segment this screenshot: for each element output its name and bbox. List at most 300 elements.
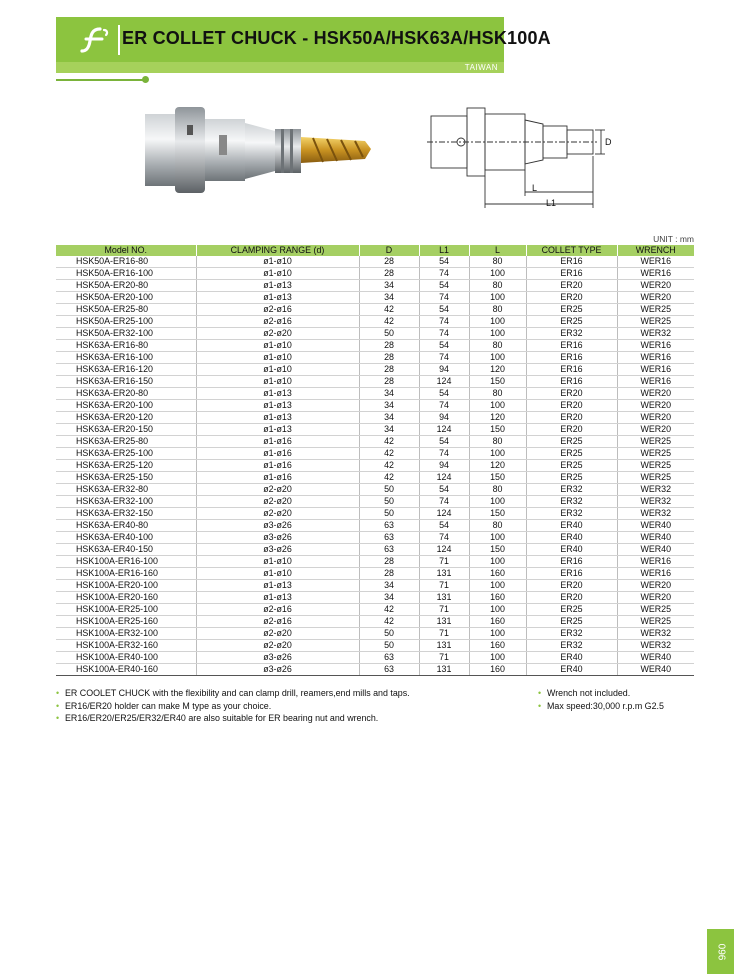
cell-d: 28 bbox=[359, 352, 419, 364]
cell-wrench: WER40 bbox=[617, 532, 694, 544]
cell-l: 160 bbox=[469, 616, 526, 628]
cell-model: HSK63A-ER25-120 bbox=[56, 460, 196, 472]
cell-l1: 94 bbox=[419, 364, 469, 376]
cell-l: 80 bbox=[469, 436, 526, 448]
cell-model: HSK63A-ER40-80 bbox=[56, 520, 196, 532]
cell-model: HSK63A-ER16-120 bbox=[56, 364, 196, 376]
cell-clamping-range: ø1-ø10 bbox=[196, 364, 359, 376]
header-dot bbox=[142, 76, 149, 83]
cell-wrench: WER32 bbox=[617, 508, 694, 520]
technical-drawing bbox=[425, 100, 625, 215]
page-number-tab bbox=[707, 929, 734, 974]
cell-l1: 74 bbox=[419, 448, 469, 460]
cell-l1: 74 bbox=[419, 292, 469, 304]
notes-left bbox=[56, 687, 526, 725]
header-subtitle: TAIWAN bbox=[464, 63, 498, 72]
header-separator bbox=[118, 25, 120, 55]
cell-l: 150 bbox=[469, 376, 526, 388]
cell-clamping-range: ø1-ø13 bbox=[196, 292, 359, 304]
cell-d: 50 bbox=[359, 496, 419, 508]
cell-d: 28 bbox=[359, 268, 419, 280]
cell-collet-type: ER16 bbox=[526, 376, 617, 388]
table-row bbox=[56, 280, 694, 292]
table-row bbox=[56, 484, 694, 496]
table-row bbox=[56, 268, 694, 280]
cell-model: HSK63A-ER20-120 bbox=[56, 412, 196, 424]
cell-d: 42 bbox=[359, 472, 419, 484]
cell-clamping-range: ø1-ø10 bbox=[196, 268, 359, 280]
cell-wrench: WER25 bbox=[617, 472, 694, 484]
cell-model: HSK100A-ER20-100 bbox=[56, 580, 196, 592]
cell-wrench: WER16 bbox=[617, 352, 694, 364]
cell-wrench: WER20 bbox=[617, 412, 694, 424]
cell-collet-type: ER20 bbox=[526, 424, 617, 436]
cell-model: HSK100A-ER25-160 bbox=[56, 616, 196, 628]
brand-logo-icon bbox=[76, 25, 114, 55]
cell-l1: 74 bbox=[419, 328, 469, 340]
cell-d: 42 bbox=[359, 304, 419, 316]
cell-l1: 74 bbox=[419, 316, 469, 328]
column-header-l: L bbox=[469, 245, 526, 256]
cell-clamping-range: ø2-ø20 bbox=[196, 328, 359, 340]
unit-label: UNIT : mm bbox=[653, 234, 694, 244]
column-header-l1: L1 bbox=[419, 245, 469, 256]
cell-wrench: WER25 bbox=[617, 448, 694, 460]
cell-wrench: WER32 bbox=[617, 496, 694, 508]
cell-l1: 131 bbox=[419, 616, 469, 628]
cell-wrench: WER16 bbox=[617, 376, 694, 388]
cell-wrench: WER20 bbox=[617, 388, 694, 400]
column-header-wrench: WRENCH bbox=[617, 245, 694, 256]
cell-clamping-range: ø1-ø16 bbox=[196, 460, 359, 472]
cell-d: 50 bbox=[359, 328, 419, 340]
table-row bbox=[56, 652, 694, 664]
cell-collet-type: ER20 bbox=[526, 580, 617, 592]
spec-table bbox=[56, 245, 694, 676]
cell-model: HSK63A-ER32-80 bbox=[56, 484, 196, 496]
cell-collet-type: ER16 bbox=[526, 556, 617, 568]
cell-collet-type: ER20 bbox=[526, 388, 617, 400]
cell-l: 80 bbox=[469, 388, 526, 400]
cell-d: 34 bbox=[359, 580, 419, 592]
table-row bbox=[56, 640, 694, 652]
cell-l: 100 bbox=[469, 328, 526, 340]
cell-collet-type: ER25 bbox=[526, 304, 617, 316]
cell-d: 34 bbox=[359, 424, 419, 436]
table-row bbox=[56, 316, 694, 328]
table-header-row bbox=[56, 245, 694, 256]
cell-model: HSK100A-ER25-100 bbox=[56, 604, 196, 616]
cell-l1: 71 bbox=[419, 628, 469, 640]
table-row bbox=[56, 604, 694, 616]
cell-clamping-range: ø3-ø26 bbox=[196, 544, 359, 556]
table-row bbox=[56, 388, 694, 400]
cell-d: 50 bbox=[359, 484, 419, 496]
cell-collet-type: ER16 bbox=[526, 364, 617, 376]
cell-model: HSK63A-ER16-100 bbox=[56, 352, 196, 364]
cell-model: HSK63A-ER25-80 bbox=[56, 436, 196, 448]
cell-model: HSK50A-ER25-100 bbox=[56, 316, 196, 328]
notes-right bbox=[538, 687, 698, 712]
cell-collet-type: ER32 bbox=[526, 628, 617, 640]
cell-clamping-range: ø1-ø10 bbox=[196, 352, 359, 364]
cell-clamping-range: ø1-ø13 bbox=[196, 424, 359, 436]
cell-d: 28 bbox=[359, 340, 419, 352]
cell-collet-type: ER40 bbox=[526, 664, 617, 676]
cell-collet-type: ER25 bbox=[526, 436, 617, 448]
cell-d: 42 bbox=[359, 436, 419, 448]
table-row bbox=[56, 448, 694, 460]
dimension-label-l1: L1 bbox=[546, 198, 557, 208]
cell-clamping-range: ø1-ø13 bbox=[196, 412, 359, 424]
page-title: ER COLLET CHUCK - HSK50A/HSK63A/HSK100A bbox=[122, 28, 551, 48]
cell-l1: 74 bbox=[419, 400, 469, 412]
cell-clamping-range: ø3-ø26 bbox=[196, 532, 359, 544]
cell-clamping-range: ø2-ø20 bbox=[196, 628, 359, 640]
cell-model: HSK63A-ER20-150 bbox=[56, 424, 196, 436]
cell-clamping-range: ø1-ø13 bbox=[196, 400, 359, 412]
cell-l: 100 bbox=[469, 652, 526, 664]
cell-l: 100 bbox=[469, 604, 526, 616]
cell-model: HSK50A-ER20-80 bbox=[56, 280, 196, 292]
cell-collet-type: ER25 bbox=[526, 472, 617, 484]
table-row bbox=[56, 616, 694, 628]
cell-wrench: WER20 bbox=[617, 280, 694, 292]
cell-model: HSK63A-ER32-100 bbox=[56, 496, 196, 508]
cell-l: 120 bbox=[469, 460, 526, 472]
note-item: • ER16/ER20/ER25/ER32/ER40 are also suitable for ER bearing nut and wrench. bbox=[56, 712, 526, 725]
cell-l: 100 bbox=[469, 628, 526, 640]
cell-wrench: WER32 bbox=[617, 328, 694, 340]
table-row bbox=[56, 292, 694, 304]
note-item: • Max speed:30,000 r.p.m G2.5 bbox=[538, 700, 698, 713]
cell-clamping-range: ø1-ø10 bbox=[196, 376, 359, 388]
cell-wrench: WER20 bbox=[617, 400, 694, 412]
cell-d: 42 bbox=[359, 604, 419, 616]
cell-wrench: WER25 bbox=[617, 604, 694, 616]
cell-collet-type: ER25 bbox=[526, 604, 617, 616]
cell-l: 100 bbox=[469, 532, 526, 544]
cell-clamping-range: ø2-ø20 bbox=[196, 496, 359, 508]
cell-clamping-range: ø1-ø16 bbox=[196, 448, 359, 460]
cell-model: HSK50A-ER16-80 bbox=[56, 256, 196, 268]
cell-l1: 131 bbox=[419, 568, 469, 580]
cell-d: 28 bbox=[359, 256, 419, 268]
cell-collet-type: ER20 bbox=[526, 592, 617, 604]
cell-l1: 71 bbox=[419, 652, 469, 664]
table-row bbox=[56, 568, 694, 580]
cell-model: HSK100A-ER32-160 bbox=[56, 640, 196, 652]
table-row bbox=[56, 556, 694, 568]
cell-wrench: WER16 bbox=[617, 340, 694, 352]
cell-collet-type: ER32 bbox=[526, 328, 617, 340]
note-item: • ER COOLET CHUCK with the flexibility and can clamp drill, reamers,end mills and taps. bbox=[56, 687, 526, 700]
cell-clamping-range: ø2-ø16 bbox=[196, 604, 359, 616]
cell-wrench: WER25 bbox=[617, 316, 694, 328]
cell-l1: 54 bbox=[419, 436, 469, 448]
cell-wrench: WER16 bbox=[617, 268, 694, 280]
cell-d: 42 bbox=[359, 316, 419, 328]
cell-wrench: WER32 bbox=[617, 628, 694, 640]
cell-wrench: WER40 bbox=[617, 652, 694, 664]
cell-d: 28 bbox=[359, 556, 419, 568]
cell-model: HSK100A-ER16-160 bbox=[56, 568, 196, 580]
cell-l: 100 bbox=[469, 316, 526, 328]
cell-d: 28 bbox=[359, 364, 419, 376]
cell-wrench: WER16 bbox=[617, 568, 694, 580]
cell-collet-type: ER16 bbox=[526, 256, 617, 268]
cell-clamping-range: ø1-ø10 bbox=[196, 556, 359, 568]
table-row bbox=[56, 544, 694, 556]
table-row bbox=[56, 628, 694, 640]
cell-model: HSK63A-ER16-150 bbox=[56, 376, 196, 388]
cell-collet-type: ER20 bbox=[526, 412, 617, 424]
cell-d: 63 bbox=[359, 652, 419, 664]
cell-wrench: WER20 bbox=[617, 424, 694, 436]
table-row bbox=[56, 520, 694, 532]
cell-model: HSK63A-ER40-100 bbox=[56, 532, 196, 544]
table-row bbox=[56, 580, 694, 592]
cell-l1: 131 bbox=[419, 640, 469, 652]
cell-l: 150 bbox=[469, 508, 526, 520]
cell-l: 80 bbox=[469, 304, 526, 316]
table-row bbox=[56, 328, 694, 340]
cell-l: 160 bbox=[469, 592, 526, 604]
cell-l: 150 bbox=[469, 544, 526, 556]
cell-d: 34 bbox=[359, 592, 419, 604]
cell-model: HSK63A-ER20-80 bbox=[56, 388, 196, 400]
cell-l: 100 bbox=[469, 352, 526, 364]
cell-wrench: WER40 bbox=[617, 520, 694, 532]
cell-d: 28 bbox=[359, 568, 419, 580]
table-row bbox=[56, 664, 694, 676]
cell-model: HSK100A-ER20-160 bbox=[56, 592, 196, 604]
cell-l: 160 bbox=[469, 664, 526, 676]
table-row bbox=[56, 364, 694, 376]
cell-l: 80 bbox=[469, 340, 526, 352]
cell-l1: 94 bbox=[419, 412, 469, 424]
cell-clamping-range: ø1-ø10 bbox=[196, 256, 359, 268]
cell-d: 34 bbox=[359, 400, 419, 412]
cell-collet-type: ER40 bbox=[526, 544, 617, 556]
cell-d: 50 bbox=[359, 640, 419, 652]
cell-collet-type: ER20 bbox=[526, 400, 617, 412]
cell-d: 34 bbox=[359, 280, 419, 292]
table-row bbox=[56, 508, 694, 520]
cell-d: 50 bbox=[359, 508, 419, 520]
table-row bbox=[56, 412, 694, 424]
cell-d: 63 bbox=[359, 520, 419, 532]
cell-l: 160 bbox=[469, 640, 526, 652]
cell-l: 80 bbox=[469, 280, 526, 292]
cell-model: HSK50A-ER32-100 bbox=[56, 328, 196, 340]
cell-clamping-range: ø1-ø13 bbox=[196, 388, 359, 400]
table-row bbox=[56, 304, 694, 316]
cell-l: 100 bbox=[469, 580, 526, 592]
cell-model: HSK63A-ER16-80 bbox=[56, 340, 196, 352]
cell-clamping-range: ø2-ø20 bbox=[196, 640, 359, 652]
cell-d: 42 bbox=[359, 448, 419, 460]
cell-l: 100 bbox=[469, 268, 526, 280]
cell-clamping-range: ø1-ø13 bbox=[196, 580, 359, 592]
cell-clamping-range: ø2-ø20 bbox=[196, 484, 359, 496]
table-row bbox=[56, 472, 694, 484]
cell-model: HSK63A-ER20-100 bbox=[56, 400, 196, 412]
cell-collet-type: ER32 bbox=[526, 496, 617, 508]
cell-clamping-range: ø1-ø13 bbox=[196, 592, 359, 604]
cell-collet-type: ER16 bbox=[526, 268, 617, 280]
cell-collet-type: ER20 bbox=[526, 280, 617, 292]
cell-collet-type: ER16 bbox=[526, 340, 617, 352]
cell-l1: 74 bbox=[419, 352, 469, 364]
cell-l1: 54 bbox=[419, 280, 469, 292]
cell-l: 150 bbox=[469, 424, 526, 436]
table-row bbox=[56, 352, 694, 364]
cell-collet-type: ER25 bbox=[526, 316, 617, 328]
cell-model: HSK50A-ER25-80 bbox=[56, 304, 196, 316]
cell-collet-type: ER25 bbox=[526, 460, 617, 472]
cell-l1: 54 bbox=[419, 484, 469, 496]
cell-d: 63 bbox=[359, 532, 419, 544]
cell-wrench: WER25 bbox=[617, 304, 694, 316]
cell-collet-type: ER20 bbox=[526, 292, 617, 304]
cell-l1: 71 bbox=[419, 556, 469, 568]
cell-l: 100 bbox=[469, 292, 526, 304]
cell-collet-type: ER32 bbox=[526, 508, 617, 520]
column-header-d: D bbox=[359, 245, 419, 256]
table-row bbox=[56, 376, 694, 388]
note-item: • Wrench not included. bbox=[538, 687, 698, 700]
cell-wrench: WER16 bbox=[617, 556, 694, 568]
cell-clamping-range: ø2-ø16 bbox=[196, 304, 359, 316]
table-row bbox=[56, 436, 694, 448]
cell-collet-type: ER40 bbox=[526, 520, 617, 532]
cell-wrench: WER40 bbox=[617, 664, 694, 676]
cell-d: 50 bbox=[359, 628, 419, 640]
table-row bbox=[56, 340, 694, 352]
cell-model: HSK100A-ER32-100 bbox=[56, 628, 196, 640]
cell-collet-type: ER32 bbox=[526, 484, 617, 496]
cell-wrench: WER40 bbox=[617, 544, 694, 556]
dimension-label-d: D bbox=[605, 137, 612, 147]
cell-wrench: WER32 bbox=[617, 484, 694, 496]
cell-l1: 54 bbox=[419, 520, 469, 532]
cell-d: 34 bbox=[359, 292, 419, 304]
cell-clamping-range: ø1-ø10 bbox=[196, 568, 359, 580]
table-body bbox=[56, 256, 694, 676]
cell-wrench: WER20 bbox=[617, 292, 694, 304]
cell-clamping-range: ø1-ø16 bbox=[196, 436, 359, 448]
cell-l1: 124 bbox=[419, 424, 469, 436]
cell-model: HSK63A-ER25-150 bbox=[56, 472, 196, 484]
cell-l1: 71 bbox=[419, 580, 469, 592]
cell-l1: 74 bbox=[419, 496, 469, 508]
cell-wrench: WER20 bbox=[617, 580, 694, 592]
cell-l1: 131 bbox=[419, 592, 469, 604]
dimension-label-l: L bbox=[532, 183, 538, 193]
cell-model: HSK100A-ER16-100 bbox=[56, 556, 196, 568]
cell-collet-type: ER40 bbox=[526, 532, 617, 544]
cell-l1: 54 bbox=[419, 256, 469, 268]
cell-l: 120 bbox=[469, 412, 526, 424]
cell-l1: 124 bbox=[419, 376, 469, 388]
cell-l1: 94 bbox=[419, 460, 469, 472]
cell-wrench: WER25 bbox=[617, 616, 694, 628]
cell-l: 100 bbox=[469, 556, 526, 568]
cell-d: 42 bbox=[359, 616, 419, 628]
cell-wrench: WER16 bbox=[617, 256, 694, 268]
cell-model: HSK50A-ER16-100 bbox=[56, 268, 196, 280]
cell-clamping-range: ø3-ø26 bbox=[196, 652, 359, 664]
cell-model: HSK63A-ER25-100 bbox=[56, 448, 196, 460]
cell-d: 28 bbox=[359, 376, 419, 388]
cell-model: HSK100A-ER40-160 bbox=[56, 664, 196, 676]
cell-clamping-range: ø3-ø26 bbox=[196, 664, 359, 676]
column-header-model: Model NO. bbox=[56, 245, 196, 256]
cell-d: 42 bbox=[359, 460, 419, 472]
cell-l1: 74 bbox=[419, 268, 469, 280]
table-row bbox=[56, 460, 694, 472]
cell-l1: 124 bbox=[419, 508, 469, 520]
product-photo bbox=[135, 95, 375, 205]
cell-model: HSK50A-ER20-100 bbox=[56, 292, 196, 304]
column-header-clamping-range: CLAMPING RANGE (d) bbox=[196, 245, 359, 256]
cell-model: HSK100A-ER40-100 bbox=[56, 652, 196, 664]
header-subbar bbox=[56, 62, 504, 73]
cell-l1: 131 bbox=[419, 664, 469, 676]
cell-l: 100 bbox=[469, 496, 526, 508]
cell-l: 160 bbox=[469, 568, 526, 580]
cell-clamping-range: ø1-ø16 bbox=[196, 472, 359, 484]
column-header-collet-type: COLLET TYPE bbox=[526, 245, 617, 256]
table-row bbox=[56, 532, 694, 544]
cell-l: 80 bbox=[469, 256, 526, 268]
cell-l1: 54 bbox=[419, 388, 469, 400]
cell-d: 34 bbox=[359, 388, 419, 400]
cell-d: 63 bbox=[359, 544, 419, 556]
cell-d: 63 bbox=[359, 664, 419, 676]
cell-collet-type: ER16 bbox=[526, 568, 617, 580]
cell-l1: 54 bbox=[419, 304, 469, 316]
cell-wrench: WER25 bbox=[617, 460, 694, 472]
cell-l: 120 bbox=[469, 364, 526, 376]
header-underline bbox=[56, 79, 146, 81]
cell-l: 100 bbox=[469, 448, 526, 460]
cell-collet-type: ER16 bbox=[526, 352, 617, 364]
page-header bbox=[56, 17, 551, 73]
cell-l1: 54 bbox=[419, 340, 469, 352]
cell-l1: 124 bbox=[419, 472, 469, 484]
cell-l: 80 bbox=[469, 484, 526, 496]
cell-wrench: WER32 bbox=[617, 640, 694, 652]
table-row bbox=[56, 400, 694, 412]
cell-l1: 71 bbox=[419, 604, 469, 616]
cell-l: 150 bbox=[469, 472, 526, 484]
cell-wrench: WER20 bbox=[617, 592, 694, 604]
cell-wrench: WER16 bbox=[617, 364, 694, 376]
cell-clamping-range: ø3-ø26 bbox=[196, 520, 359, 532]
cell-model: HSK63A-ER40-150 bbox=[56, 544, 196, 556]
cell-l: 100 bbox=[469, 400, 526, 412]
page-number: 096 bbox=[715, 943, 726, 960]
cell-collet-type: ER25 bbox=[526, 616, 617, 628]
cell-l1: 124 bbox=[419, 544, 469, 556]
cell-clamping-range: ø2-ø20 bbox=[196, 508, 359, 520]
cell-collet-type: ER25 bbox=[526, 448, 617, 460]
cell-l: 80 bbox=[469, 520, 526, 532]
note-item: • ER16/ER20 holder can make M type as your choice. bbox=[56, 700, 526, 713]
cell-d: 34 bbox=[359, 412, 419, 424]
